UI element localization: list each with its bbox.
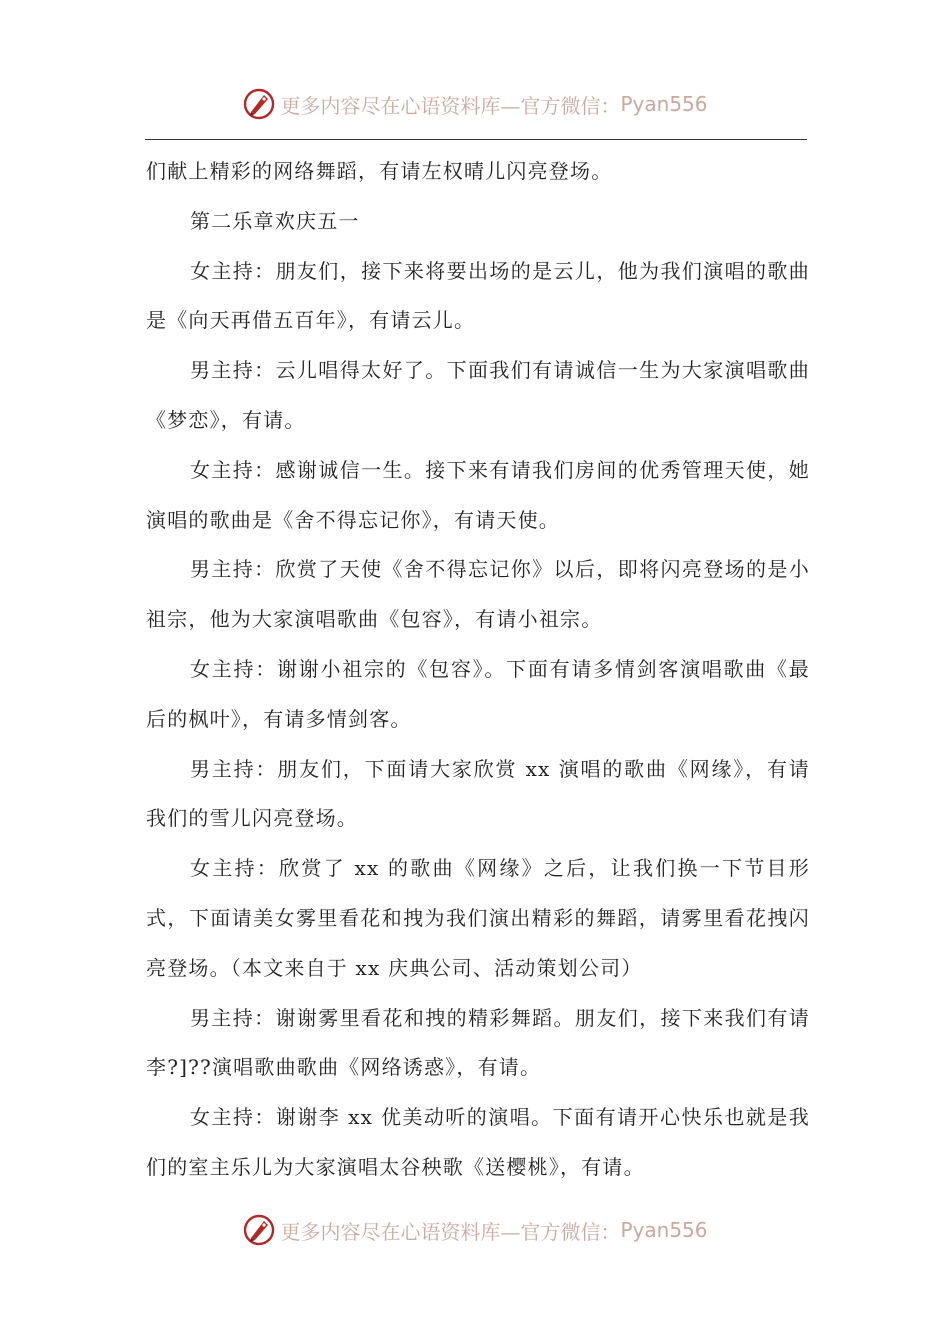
footer-banner-account: Pyan556 <box>620 1218 708 1242</box>
paragraph-6: 男主持：欣赏了天使《舍不得忘记你》以后，即将闪亮登场的是小祖宗，他为大家演唱歌曲《包容》，有请小祖宗。 <box>146 557 810 632</box>
paragraph-7: 女主持：谢谢小祖宗的《包容》。下面有请多情剑客演唱歌曲《最后的枫叶》，有请多情剑客。 <box>146 656 810 731</box>
pen-nib-logo-icon <box>242 87 276 121</box>
paragraph-8: 男主持：朋友们，下面请大家欣赏 xx 演唱的歌曲《网缘》，有请我们的雪儿闪亮登场。 <box>146 756 810 831</box>
paragraph-10: 男主持：谢谢雾里看花和拽的精彩舞蹈。朋友们，接下来我们有请李?]??演唱歌曲歌曲《网络诱惑》，有请。 <box>146 1005 810 1080</box>
header-banner-account: Pyan556 <box>620 92 708 116</box>
header-banner <box>0 84 950 124</box>
paragraph-1: 们献上精彩的网络舞蹈，有请左权晴儿闪亮登场。 <box>146 159 613 183</box>
footer-banner <box>0 1210 950 1250</box>
paragraph-9: 女主持：欣赏了 xx 的歌曲《网缘》之后，让我们换一下节目形式，下面请美女雾里看花和拽为我们演出精彩的舞蹈，请雾里看花拽闪亮登场。（本文来自于 xx 庆典公司、活动策划公司） <box>146 856 810 980</box>
paragraph-3: 女主持：朋友们，接下来将要出场的是云儿，他为我们演唱的歌曲是《向天再借五百年》，有请云儿。 <box>146 258 810 333</box>
header-divider <box>145 139 807 140</box>
paragraph-5: 女主持：感谢诚信一生。接下来有请我们房间的优秀管理天使，她演唱的歌曲是《舍不得忘记你》，有请天使。 <box>146 457 810 532</box>
section-heading: 第二乐章欢庆五一 <box>190 208 360 233</box>
document-body <box>146 147 810 1193</box>
paragraph-4: 男主持：云儿唱得太好了。下面我们有请诚信一生为大家演唱歌曲《梦恋》，有请。 <box>146 358 810 432</box>
paragraph-11: 女主持：谢谢李 xx 优美动听的演唱。下面有请开心快乐也就是我们的室主乐儿为大家演唱太谷秧歌《送樱桃》，有请。 <box>146 1105 810 1179</box>
header-banner-text: 更多内容尽在心语资料库—官方微信： <box>280 93 621 118</box>
footer-banner-text: 更多内容尽在心语资料库—官方微信： <box>280 1219 621 1244</box>
pen-nib-logo-icon <box>242 1213 276 1247</box>
